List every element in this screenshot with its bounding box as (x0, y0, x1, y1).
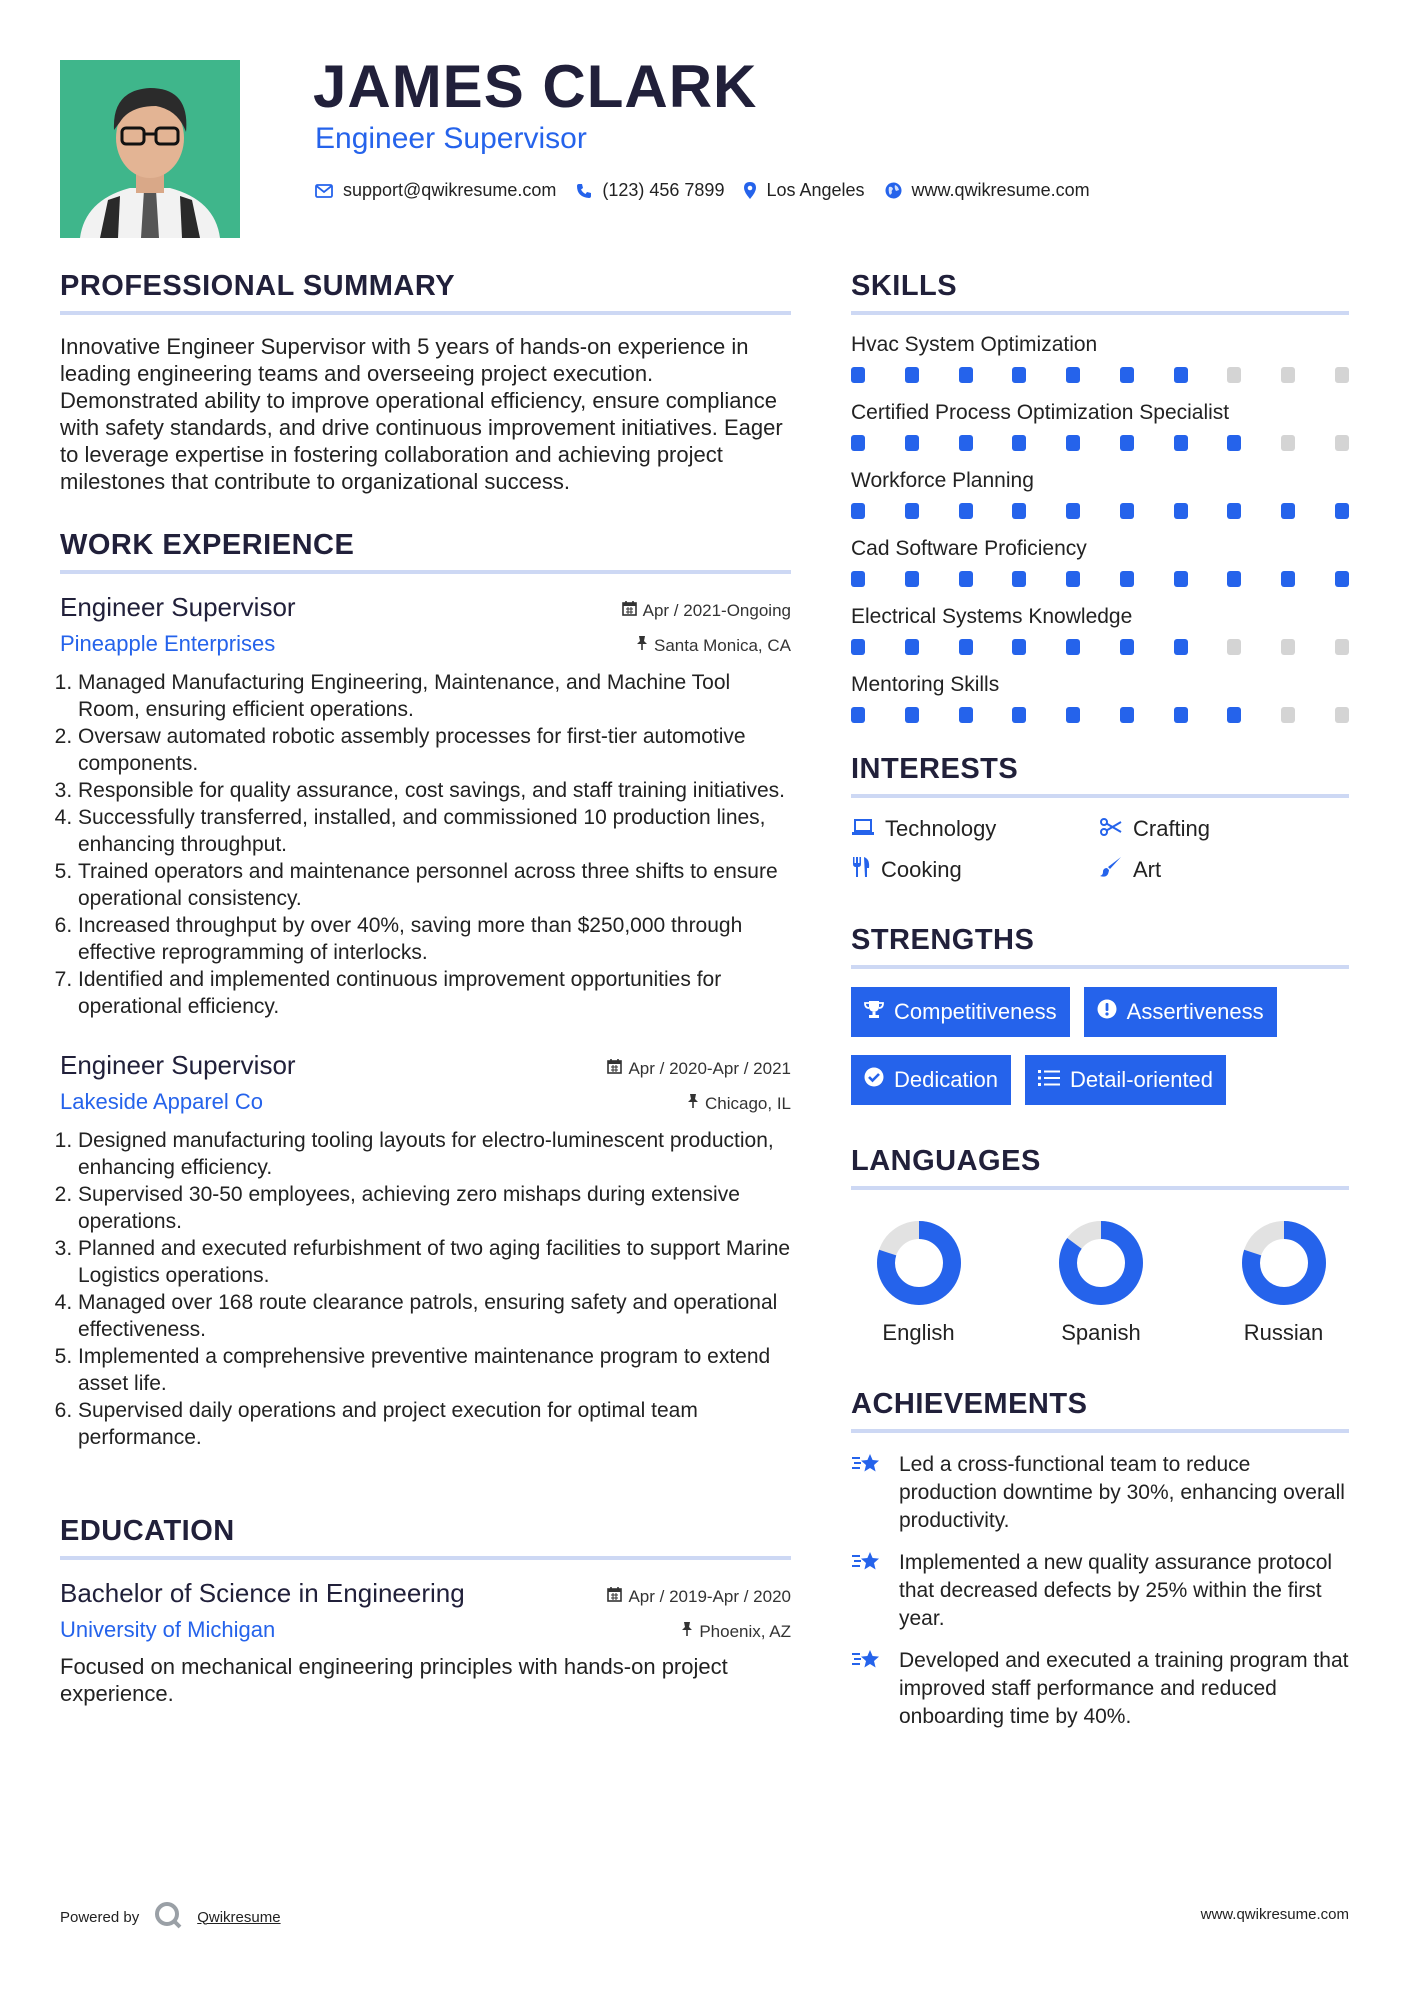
profile-photo (60, 60, 240, 238)
interest-item: Technology (851, 816, 1099, 842)
skill-dot (1174, 367, 1188, 383)
company-name: Lakeside Apparel Co (60, 1089, 264, 1114)
list-item: 2. Oversaw automated robotic assembly processes for first-tier automotive components. (78, 723, 791, 777)
skill-rating (851, 503, 1349, 519)
skill-rating (851, 639, 1349, 655)
skill-dot (1066, 503, 1080, 519)
interest-item: Cooking (851, 856, 1099, 884)
list-item: 4. Managed over 168 route clearance patrols, ensuring safety and operational effectiveness. (78, 1289, 791, 1343)
skill-item (851, 469, 1349, 519)
calendar-icon (622, 600, 637, 621)
skill-dot (1174, 571, 1188, 587)
education-heading: EDUCATION (60, 1515, 791, 1560)
skill-dot (1174, 503, 1188, 519)
achievement-item: Led a cross-functional team to reduce production downtime by 30%, enhancing overall productivity. (851, 1451, 1349, 1535)
skill-dot (1335, 571, 1349, 587)
education-description: Focused on mechanical engineering principles with hands-on project experience. (60, 1654, 728, 1706)
paint-brush-icon (1099, 856, 1123, 884)
degree-title: Bachelor of Science in Engineering (60, 1578, 465, 1608)
calendar-icon (607, 1058, 622, 1079)
list-item: 7. Identified and implemented continuous improvement opportunities for operational efficiency. (78, 966, 791, 1020)
skill-dot (1174, 435, 1188, 451)
contact-bar (315, 180, 1110, 201)
skill-name: Hvac System Optimization (851, 333, 1098, 356)
achievement-item: Developed and executed a training program that improved staff performance and reduced onboarding time by 40%. (851, 1647, 1349, 1731)
skill-dot (1066, 367, 1080, 383)
job-location: Santa Monica, CA (636, 635, 791, 656)
skill-dot (1281, 435, 1295, 451)
skill-dot (905, 707, 919, 723)
skill-name: Certified Process Optimization Specialist (851, 401, 1230, 424)
skill-dot (851, 367, 865, 383)
skill-dot (1281, 367, 1295, 383)
skill-dot (959, 571, 973, 587)
experience-heading: WORK EXPERIENCE (60, 529, 791, 574)
utensils-icon (851, 856, 871, 884)
job-entry (60, 592, 791, 1020)
skill-dot (905, 367, 919, 383)
map-pin-icon (744, 182, 756, 199)
skill-rating (851, 367, 1349, 383)
right-column (851, 270, 1349, 1745)
skill-dot (1174, 639, 1188, 655)
skill-dot (905, 639, 919, 655)
strengths-heading: STRENGTHS (851, 924, 1349, 969)
achievement-item: Implemented a new quality assurance protocol that decreased defects by 25% within the first year. (851, 1549, 1349, 1633)
skill-dot (851, 639, 865, 655)
skill-dot (851, 707, 865, 723)
skill-dot (1012, 435, 1026, 451)
list-item: 3. Responsible for quality assurance, cost savings, and staff training initiatives. (78, 777, 791, 804)
footer-powered-by: Powered by Qwikresume (60, 1900, 281, 1934)
list-item: 3. Planned and executed refurbishment of two aging facilities to support Marine Logistics operations. (78, 1235, 791, 1289)
interests-heading: INTERESTS (851, 753, 1349, 798)
contact-email[interactable]: support@qwikresume.com (343, 180, 557, 200)
languages-list (851, 1208, 1349, 1346)
language-item (1044, 1220, 1159, 1346)
list-item: 6. Increased throughput by over 40%, saving more than $250,000 through effective reprogramming of interlocks. (78, 912, 791, 966)
skill-dot (1174, 707, 1188, 723)
skill-dot (959, 503, 973, 519)
job-entry (60, 1050, 791, 1451)
skill-name: Mentoring Skills (851, 673, 1000, 696)
skill-dot (959, 435, 973, 451)
check-circle-icon (864, 1067, 884, 1093)
skill-rating (851, 571, 1349, 587)
skill-dot (1281, 707, 1295, 723)
skill-dot (1227, 435, 1241, 451)
achievements-list (851, 1451, 1349, 1731)
company-name: Pineapple Enterprises (60, 631, 276, 656)
job-date: Apr / 2021-Ongoing (622, 600, 791, 621)
achievements-heading: ACHIEVEMENTS (851, 1388, 1349, 1433)
skill-item (851, 333, 1349, 383)
skill-item (851, 537, 1349, 587)
skill-dot (1012, 639, 1026, 655)
skill-dot (1120, 435, 1134, 451)
skill-dot (1120, 639, 1134, 655)
skill-dot (1120, 707, 1134, 723)
pushpin-icon (687, 1093, 699, 1114)
language-name: English (882, 1320, 955, 1345)
strength-badge: Competitiveness (851, 987, 1070, 1037)
skill-name: Cad Software Proficiency (851, 537, 1087, 560)
shooting-star-icon (851, 1451, 883, 1535)
shooting-star-icon (851, 1549, 883, 1633)
skill-dot (1335, 367, 1349, 383)
skills-heading: SKILLS (851, 270, 1349, 315)
language-donut (1241, 1220, 1327, 1306)
footer-website[interactable]: www.qwikresume.com (1200, 1906, 1349, 1923)
shooting-star-icon (851, 1647, 883, 1731)
skill-dot (851, 503, 865, 519)
skill-item (851, 605, 1349, 655)
skill-dot (1012, 367, 1026, 383)
duty-list (60, 669, 791, 1020)
education-entry (60, 1578, 791, 1707)
skill-dot (1281, 639, 1295, 655)
languages-heading: LANGUAGES (851, 1145, 1349, 1190)
skill-dot (851, 435, 865, 451)
summary-text: Innovative Engineer Supervisor with 5 years of hands-on experience in leading engineering teams and overseeing project execution. Demonstrated ability to improve operational efficiency, ensure compliance with safety standards, and drive continuous improvement initiatives. Eager to leverage expertise in fostering collaboration and achieving project milestones that contribute to organizational success. (60, 334, 783, 494)
skill-dot (1012, 707, 1026, 723)
contact-website[interactable]: www.qwikresume.com (911, 180, 1090, 200)
skill-rating (851, 707, 1349, 723)
job-date: Apr / 2020-Apr / 2021 (607, 1058, 791, 1079)
skill-dot (959, 367, 973, 383)
skill-dot (1227, 367, 1241, 383)
skill-dot (1066, 639, 1080, 655)
phone-icon (576, 183, 592, 199)
skill-dot (1281, 571, 1295, 587)
skill-dot (1227, 639, 1241, 655)
list-item: 5. Implemented a comprehensive preventive maintenance program to extend asset life. (78, 1343, 791, 1397)
skill-dot (1335, 707, 1349, 723)
job-title: Engineer Supervisor (60, 1050, 296, 1080)
candidate-name: JAMES CLARK (313, 53, 758, 120)
strength-badge: Dedication (851, 1055, 1011, 1105)
interests-list (851, 816, 1349, 884)
skill-dot (1120, 571, 1134, 587)
list-item: 2. Supervised 30-50 employees, achieving zero mishaps during extensive operations. (78, 1181, 791, 1235)
laptop-icon (851, 816, 875, 842)
skill-dot (1012, 503, 1026, 519)
education-date: Apr / 2019-Apr / 2020 (607, 1586, 791, 1607)
skill-dot (1281, 503, 1295, 519)
job-title: Engineer Supervisor (60, 592, 296, 622)
left-column (60, 270, 791, 1725)
candidate-role: Engineer Supervisor (315, 122, 587, 155)
skill-dot (1012, 571, 1026, 587)
skill-dot (1227, 503, 1241, 519)
strength-badge: Assertiveness (1084, 987, 1277, 1037)
exclamation-circle-icon (1097, 999, 1117, 1025)
contact-location: Los Angeles (766, 180, 865, 200)
interest-item: Art (1099, 856, 1349, 884)
skill-dot (1227, 707, 1241, 723)
skill-dot (1066, 707, 1080, 723)
list-item: 6. Supervised daily operations and project execution for optimal team performance. (78, 1397, 791, 1451)
job-location: Chicago, IL (687, 1093, 791, 1114)
trophy-icon (864, 999, 884, 1025)
language-donut (1058, 1220, 1144, 1306)
skill-dot (905, 503, 919, 519)
skill-item (851, 673, 1349, 723)
envelope-icon (315, 184, 333, 198)
strengths-list (851, 987, 1349, 1105)
scissors-icon (1099, 816, 1123, 842)
skill-dot (905, 435, 919, 451)
skill-dot (1335, 503, 1349, 519)
qwikresume-logo-icon (153, 1900, 183, 1934)
list-icon (1038, 1067, 1060, 1093)
pushpin-icon (636, 635, 648, 656)
skill-dot (1066, 435, 1080, 451)
skill-dot (1227, 571, 1241, 587)
language-item (1226, 1220, 1341, 1346)
pushpin-icon (681, 1621, 693, 1642)
calendar-icon (607, 1586, 622, 1607)
list-item: 1. Designed manufacturing tooling layouts for electro-luminescent production, enhancing efficiency. (78, 1127, 791, 1181)
strength-badge: Detail-oriented (1025, 1055, 1226, 1105)
education-location: Phoenix, AZ (681, 1621, 791, 1642)
globe-icon (885, 182, 902, 199)
skill-dot (905, 571, 919, 587)
skill-dot (959, 639, 973, 655)
skill-dot (1120, 367, 1134, 383)
skills-list (851, 333, 1349, 723)
list-item: 5. Trained operators and maintenance personnel across three shifts to ensure operational consistency. (78, 858, 791, 912)
skill-dot (1066, 571, 1080, 587)
list-item: 1. Managed Manufacturing Engineering, Maintenance, and Machine Tool Room, ensuring efficient operations. (78, 669, 791, 723)
contact-phone[interactable]: (123) 456 7899 (602, 180, 725, 200)
skill-dot (1335, 435, 1349, 451)
language-name: Russian (1243, 1320, 1324, 1345)
skill-name: Workforce Planning (851, 469, 1034, 492)
skill-dot (1120, 503, 1134, 519)
language-name: Spanish (1061, 1320, 1141, 1345)
skill-rating (851, 435, 1349, 451)
skill-dot (959, 707, 973, 723)
language-item (861, 1220, 976, 1346)
skill-dot (1335, 639, 1349, 655)
language-donut (876, 1220, 962, 1306)
interest-item: Crafting (1099, 816, 1349, 842)
school-name: University of Michigan (60, 1617, 276, 1642)
summary-heading: PROFESSIONAL SUMMARY (60, 270, 791, 315)
duty-list (60, 1127, 791, 1451)
qwikresume-link[interactable]: Qwikresume (197, 1908, 281, 1926)
skill-dot (851, 571, 865, 587)
list-item: 4. Successfully transferred, installed, and commissioned 10 production lines, enhancing throughput. (78, 804, 791, 858)
skill-name: Electrical Systems Knowledge (851, 605, 1133, 628)
skill-item (851, 401, 1349, 451)
